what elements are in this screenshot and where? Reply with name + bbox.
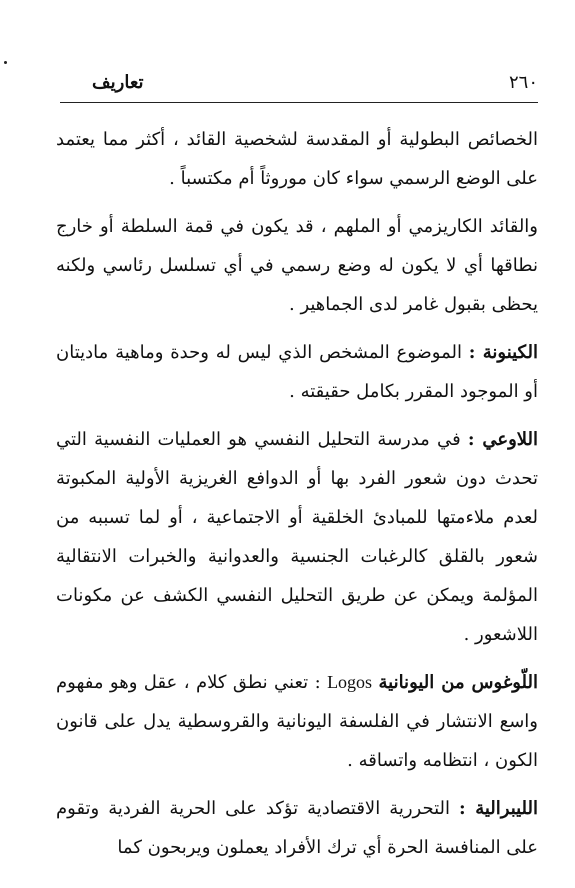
header-rule: [60, 102, 538, 103]
definition-latin-term: Logos: [327, 672, 373, 692]
definition-term: الكينونة :: [468, 342, 538, 363]
definition-entity: [56, 333, 538, 411]
stray-ink-mark: [4, 61, 7, 64]
definition-unconscious: [56, 420, 538, 654]
definition-text: الموضوع المشخص الذي ليس له وحدة وماهية ماديتان أو الموجود المقرر بكامل حقيقته .: [56, 342, 538, 402]
paragraph-text: الخصائص البطولية أو المقدسة لشخصية القائد ، أكثر مما يعتمد على الوضع الرسمي سواء كان موروثاً أم مكتسباً .: [56, 129, 538, 189]
definition-liberalism: [56, 789, 538, 867]
definition-text: : تعني نطق كلام ، عقل وهو مفهوم واسع الانتشار في الفلسفة اليونانية والقروسطية يدل على قانون الكون ، انتظامه واتساقه .: [56, 672, 538, 771]
definition-term: اللاوعي :: [467, 429, 538, 450]
definition-logos: [56, 663, 538, 780]
paragraph-charisma-continued: [56, 120, 538, 198]
running-title: تعاريف: [92, 72, 144, 93]
body-text: [56, 120, 538, 867]
definition-text: في مدرسة التحليل النفسي هو العمليات النفسية التي تحدث دون شعور الفرد بها أو الدوافع الغريزية الأولية المكبوتة لعدم ملاءمتها للمبادئ الخلقية أو الاجتماعية ، أو لما تسببه من شعور بالقلق كالرغبات الجنسية والعدوانية والخبرات الانتقالية المؤلمة ويمكن عن طريق التحليل النفسي الكشف عن مكونات اللاشعور .: [56, 429, 538, 645]
definition-text: التحررية الاقتصادية تؤكد على الحرية الفردية وتقوم على المنافسة الحرة أي ترك الأفراد يعملون ويربحون كما: [56, 798, 538, 858]
page-number: ٢٦٠: [508, 72, 538, 93]
definition-term: اللّوغوس من اليونانية: [378, 672, 538, 693]
page-header: [60, 72, 538, 96]
paragraph-text: والقائد الكاريزمي أو الملهم ، قد يكون في قمة السلطة أو خارج نطاقها أي لا يكون له وضع رسمي في أي تسلسل رئاسي ولكنه يحظى بقبول غامر لدى الجماهير .: [56, 216, 538, 315]
paragraph-charismatic-leader: [56, 207, 538, 324]
definition-term: الليبرالية :: [459, 798, 539, 819]
